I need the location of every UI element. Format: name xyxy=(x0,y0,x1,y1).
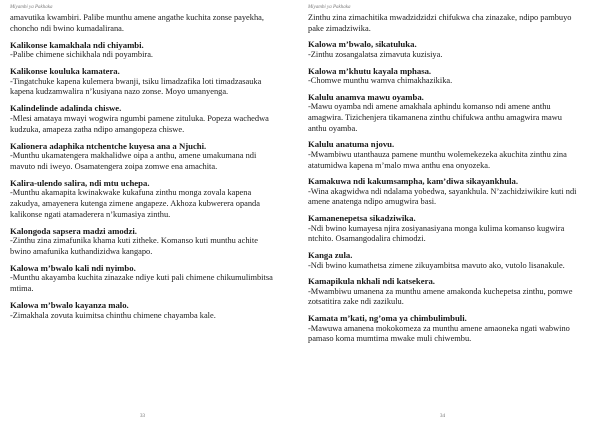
proverb-entry xyxy=(10,141,279,173)
proverb-definition: -Mwambiwu umanena za munthu amene amakonda kuchepetsa zinthu, pomwe zotsatitira zake ndi zazikulu. xyxy=(308,286,573,307)
proverb-definition: -Ndi bwino kumayesa njira zosiyanasiyana monga kulima komanso kugwira ntchito. Osamangodalira chimodzi. xyxy=(308,223,565,244)
proverb-term: Kanga zula. xyxy=(308,250,353,261)
proverb-term: Kalionera adaphika ntchentche kuyesa ana a Njuchi. xyxy=(10,140,207,151)
proverb-term: Kalikonse kamakhala ndi chiyambi. xyxy=(10,39,144,50)
proverb-term: Kalikonse kouluka kamatera. xyxy=(10,66,120,77)
proverb-entry xyxy=(10,300,279,321)
proverb-term: Kalowa m’khutu kayala mphasa. xyxy=(308,65,432,76)
proverb-definition: -Munthu akayamba kuchita zinazake ndiye kuti pali chimene chikumulimbitsa mtima. xyxy=(10,273,273,293)
proverb-definition: -Chomwe munthu wamva chimakhazikika. xyxy=(308,76,453,86)
proverb-term: Kamanenepetsa sikadziwika. xyxy=(308,213,416,224)
proverb-entry xyxy=(308,176,581,208)
proverb-entry xyxy=(308,139,581,171)
proverb-term: Kalulu anatuma njovu. xyxy=(308,139,395,150)
proverb-term: Kalongoda sapsera madzi amodzi. xyxy=(10,225,137,236)
proverb-term: Kalowa m’bwalo kali ndi nyimbo. xyxy=(10,262,136,273)
page-number: 34 xyxy=(440,414,445,419)
proverb-entry xyxy=(308,213,581,245)
proverb-entry xyxy=(308,276,581,308)
proverb-entry xyxy=(10,178,279,220)
proverb-definition: -Zimakhala zovuta kuimitsa chinthu chimene chayamba kale. xyxy=(10,310,216,320)
proverb-entry xyxy=(308,313,581,345)
proverb-definition: -Wina akagwidwa ndi ndalama yobedwa, sayankhula. N’zachidziwikire kuti ndi amene anatenga ndipo amugwira basi. xyxy=(308,186,577,207)
proverb-entry xyxy=(10,66,279,98)
left-page xyxy=(0,0,285,424)
proverb-term: Kalowa m’bwalo kayanza malo. xyxy=(10,300,129,310)
proverb-term: Kalira-ulendo salira, ndi mtu uchepa. xyxy=(10,177,150,188)
proverb-definition: -Zinthu zosangalatsa zimavuta kuzisiya. xyxy=(308,49,443,59)
running-head: Miyambi ya Pakhaka xyxy=(10,5,53,10)
proverb-definition: -Tingatchuke kapena kulemera bwanji, tsiku limadzafika loti timadzasauka kapena kudzamwalira n’kusiyana nazo zonse. Moyo umanyenga. xyxy=(10,76,262,97)
proverb-entry xyxy=(308,66,581,87)
proverb-entry xyxy=(308,250,581,271)
continued-definition: Zinthu zina zimachitika mwadzidzidzi chifukwa cha zinazake, ndipo pambuyo pake zimadziwika. xyxy=(308,13,572,33)
proverb-definition: -Palibe chimene sichikhala ndi poyambira. xyxy=(10,50,154,60)
proverb-definition: -Munthu akamapita kwinakwake kukafuna zinthu monga zovala kapena zakudya, amayenera kutenga zimene angapeze. Akhoza kubwerera opanda kalikonse ngati atamaderera n’kumasiya zinthu. xyxy=(10,188,260,219)
proverb-entry xyxy=(308,39,581,60)
proverb-entry xyxy=(10,226,279,258)
running-head: Miyambi ya Pakhaka xyxy=(308,5,351,10)
proverb-entry xyxy=(10,40,279,61)
proverb-definition: -Mwambiwu utanthauza pamene munthu wolemekezeka akuchita zinthu zina atatumidwa kapena m’malo mwa anthu ena onyozeka. xyxy=(308,149,567,170)
continued-definition: amavutika kwambiri. Palibe munthu amene angathe kuchita zonse payekha, choncho ndi bwino kumadalirana. xyxy=(10,13,264,33)
proverb-definition: -Mlesi amataya mwayi wogwira ngumbi pamene zituluka. Popeza wachedwa kudzuka, amapeza zatha ndipo amangopeza chiswe. xyxy=(10,113,269,134)
proverb-term: Kalindelinde adalinda chiswe. xyxy=(10,103,122,114)
page-number: 33 xyxy=(140,414,145,419)
proverb-definition: -Munthu ukamatengera makhalidwe oipa a anthu, amene umakumana ndi mavuto ndi iweyo. Osamatengera zoipa zomwe ena amachita. xyxy=(10,151,257,171)
proverb-term: Kalulu anamva mawu oyamba. xyxy=(308,91,424,102)
proverb-term: Kamapikula nkhali ndi katsekera. xyxy=(308,276,435,287)
proverb-entry xyxy=(308,92,581,134)
right-page xyxy=(300,0,585,424)
proverb-definition: -Mawu oyamba ndi amene amakhala aphindu komanso ndi amene anthu amagwira. Tizichenjera tikamanena zinthu chifukwa anthu amagwira mawu anthu oyamba. xyxy=(308,102,562,133)
proverb-definition: -Ndi bwino kumathetsa zimene zikuyambitsa mavuto ako, vutolo lisanakule. xyxy=(308,260,565,270)
proverb-definition: -Zinthu zina zimafunika khama kuti zitheke. Komanso kuti munthu achite bwino amafunika kuthandizidwa kangapo. xyxy=(10,236,258,256)
proverb-entry xyxy=(10,103,279,135)
proverb-term: Kalowa m’bwalo, sikatuluka. xyxy=(308,39,417,50)
proverb-term: Kamakuwa ndi kakumsampha, kam’diwa sikayankhula. xyxy=(308,176,519,187)
proverb-definition: -Mawuwa amanena mokokomeza za munthu amene amaoneka ngati wabwino pamaso koma mumtima mwake muli chiwembu. xyxy=(308,323,570,344)
proverb-entry xyxy=(10,263,279,295)
proverb-term: Kamata m’kati, ng’oma ya chimbulimbuli. xyxy=(308,313,467,324)
